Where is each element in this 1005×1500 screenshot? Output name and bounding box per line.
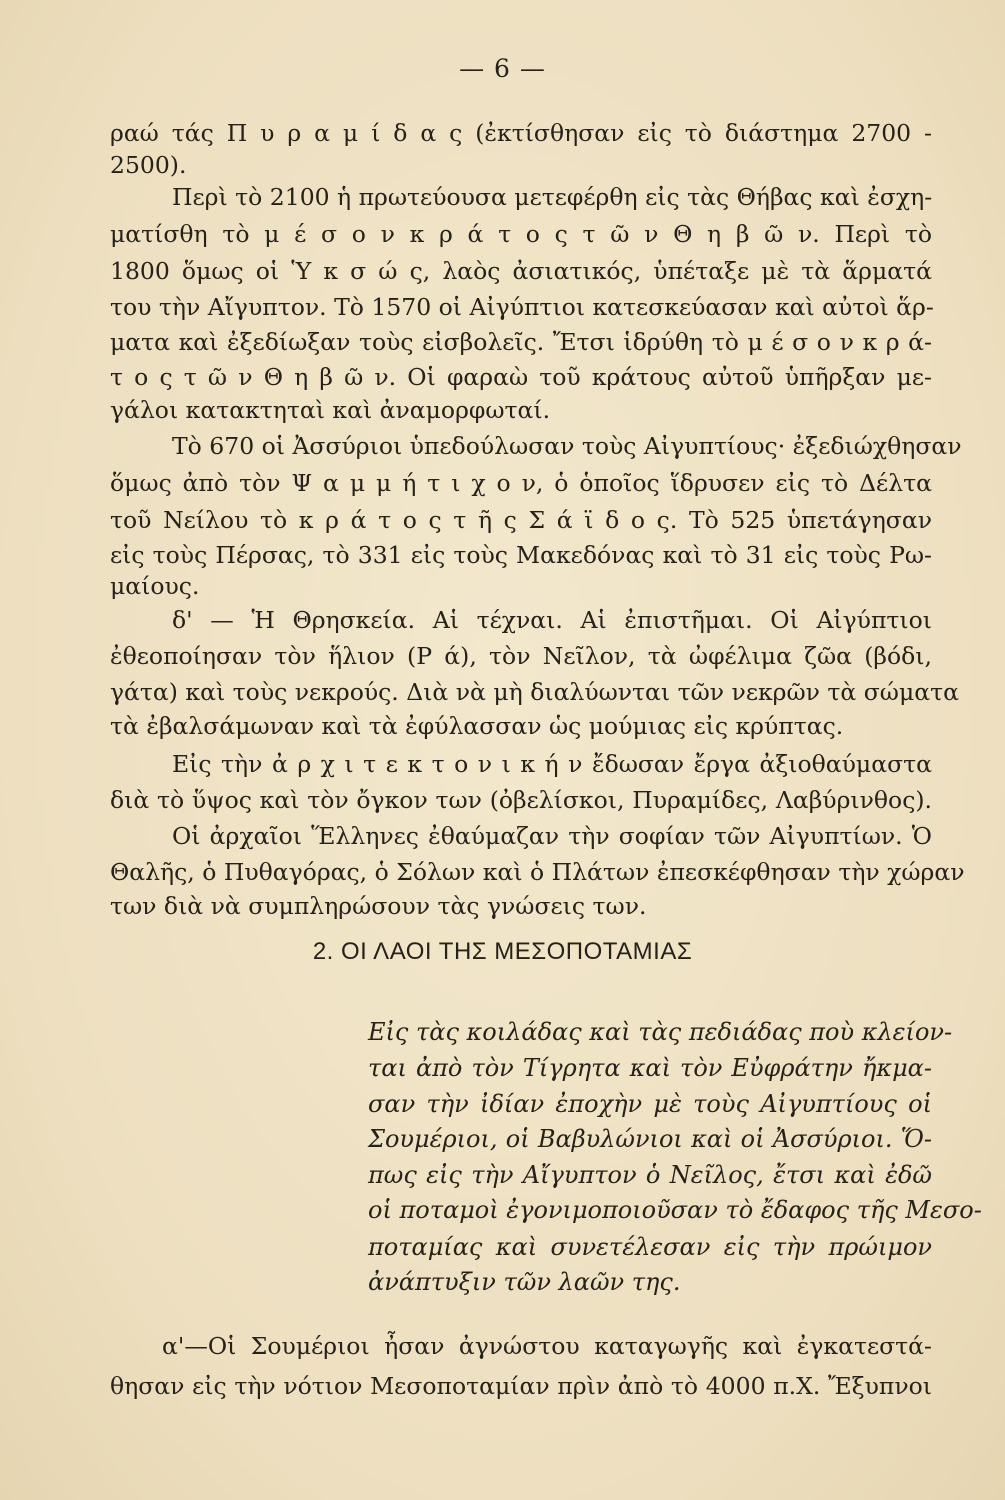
- text-line: γάλοι κατακτηταὶ καὶ ἀναμορφωταί.: [110, 396, 551, 424]
- text-line: μαίους.: [110, 572, 200, 600]
- intro-line: Σουμέριοι, οἱ Βαβυλώνιοι καὶ οἱ Ἀσσύριοι. Ὅ-: [368, 1125, 932, 1153]
- text-line: Τὸ 670 οἱ Ἀσσύριοι ὑπεδούλωσαν τοὺς Αἰγυπτίους· ἐξεδιώχθησαν: [172, 432, 962, 460]
- text-line: θησαν εἰς τὴν νότιον Μεσοποταμίαν πρὶν ἀπὸ τὸ 4000 π.Χ. Ἔξυπνοι: [110, 1372, 932, 1400]
- text-line: 2500).: [110, 151, 187, 179]
- text-line: 1800 ὅμως οἱ Ὑ κ σ ώ ς, λαὸς ἀσιατικός, ὑπέταξε μὲ τὰ ἅρματά: [110, 257, 932, 285]
- intro-line: ται ἀπὸ τὸν Τίγρητα καὶ τὸν Εὐφράτην ἤκμα-: [368, 1054, 932, 1082]
- text-line: ἐθεοποίησαν τὸν ἥλιον (Ρ ά), τὸν Νεῖλον, τὰ ὠφέλιμα ζῶα (βόδι,: [110, 642, 932, 670]
- text-line: ραώ τάς Π υ ρ α μ ί δ α ς (ἐκτίσθησαν εἰς τὸ διάστημα 2700 -: [110, 119, 932, 147]
- intro-line: οἱ ποταμοὶ ἐγονιμοποιοῦσαν τὸ ἔδαφος τῆς Μεσο-: [368, 1196, 982, 1224]
- text-line: α'—Οἱ Σουμέριοι ἦσαν ἀγνώστου καταγωγῆς καὶ ἐγκατεστά-: [162, 1332, 932, 1360]
- text-line: ματίσθη τὸ μ έ σ ο ν κ ρ ά τ ο ς τ ῶ ν Θ η β ῶ ν. Περὶ τὸ: [110, 220, 932, 248]
- text-line: Οἱ ἀρχαῖοι Ἕλληνες ἐθαύμαζαν τὴν σοφίαν τῶν Αἰγυπτίων. Ὁ: [172, 822, 932, 850]
- text-line: γάτα) καὶ τοὺς νεκρούς. Διὰ νὰ μὴ διαλύωνται τῶν νεκρῶν τὰ σώματα: [110, 678, 959, 706]
- text-line: τὰ ἐβαλσάμωναν καὶ τὰ ἐφύλασσαν ὡς μούμιας εἰς κρύπτας.: [110, 712, 844, 740]
- text-line: Περὶ τὸ 2100 ἡ πρωτεύουσα μετεφέρθη εἰς τὰς Θήβας καὶ ἐσχη-: [172, 183, 933, 211]
- text-line: τ ο ς τ ῶ ν Θ η β ῶ ν. Οἱ φαραὼ τοῦ κράτους αὐτοῦ ὑπῆρξαν με-: [110, 363, 932, 391]
- intro-line: Εἰς τὰς κοιλάδας καὶ τὰς πεδιάδας ποὺ κλείον-: [368, 1018, 953, 1046]
- text-line: ματα καὶ ἐξεδίωξαν τοὺς εἰσβολεῖς. Ἔτσι ἱδρύθη τὸ μ έ σ ο ν κ ρ ά-: [110, 328, 932, 356]
- text-line: Θαλῆς, ὁ Πυθαγόρας, ὁ Σόλων καὶ ὁ Πλάτων ἐπεσκέφθησαν τὴν χώραν: [110, 858, 965, 886]
- text-line: Εἰς τὴν ἀ ρ χ ι τ ε κ τ ο ν ι κ ή ν ἔδωσαν ἔργα ἀξιοθαύμαστα: [172, 750, 932, 778]
- intro-line: ἀνάπτυξιν τῶν λαῶν της.: [368, 1268, 681, 1296]
- intro-line: πως εἰς τὴν Αἴγυπτον ὁ Νεῖλος, ἔτσι καὶ ἐδῶ: [368, 1161, 932, 1189]
- intro-line: ποταμίας καὶ συνετέλεσαν εἰς τὴν πρώιμον: [368, 1233, 932, 1261]
- text-line: τοῦ Νείλου τὸ κ ρ ά τ ο ς τ ῆ ς Σ ά ϊ δ ο ς. Τὸ 525 ὑπετάγησαν: [110, 506, 932, 534]
- intro-line: σαν τὴν ἰδίαν ἐποχὴν μὲ τοὺς Αἰγυπτίους οἱ: [368, 1090, 932, 1118]
- text-line: εἰς τοὺς Πέρσας, τὸ 331 εἰς τοὺς Μακεδόνας καὶ τὸ 31 εἰς τοὺς Ρω-: [110, 541, 932, 569]
- subsection-heading-line: δ' — Ἡ Θρησκεία. Αἱ τέχναι. Αἱ ἐπιστῆμαι. Οἱ Αἰγύπτιοι: [172, 606, 932, 634]
- page-number: — 6 —: [459, 54, 546, 83]
- text-line: των διὰ νὰ συμπληρώσουν τὰς γνώσεις των.: [110, 892, 647, 920]
- section-heading: 2. ΟΙ ΛΑΟΙ ΤΗΣ ΜΕΣΟΠΟΤΑΜΙΑΣ: [312, 938, 693, 965]
- text-line: ὅμως ἀπὸ τὸν Ψ α μ μ ή τ ι χ ο ν, ὁ ὁποῖος ἵδρυσεν εἰς τὸ Δέλτα: [110, 469, 932, 497]
- text-line: διὰ τὸ ὕψος καὶ τὸν ὄγκον των (ὀβελίσκοι, Πυραμίδες, Λαβύρινθος).: [110, 786, 932, 814]
- text-line: του τὴν Αἴγυπτον. Τὸ 1570 οἱ Αἰγύπτιοι κατεσκεύασαν καὶ αὐτοὶ ἅρ-: [110, 293, 934, 321]
